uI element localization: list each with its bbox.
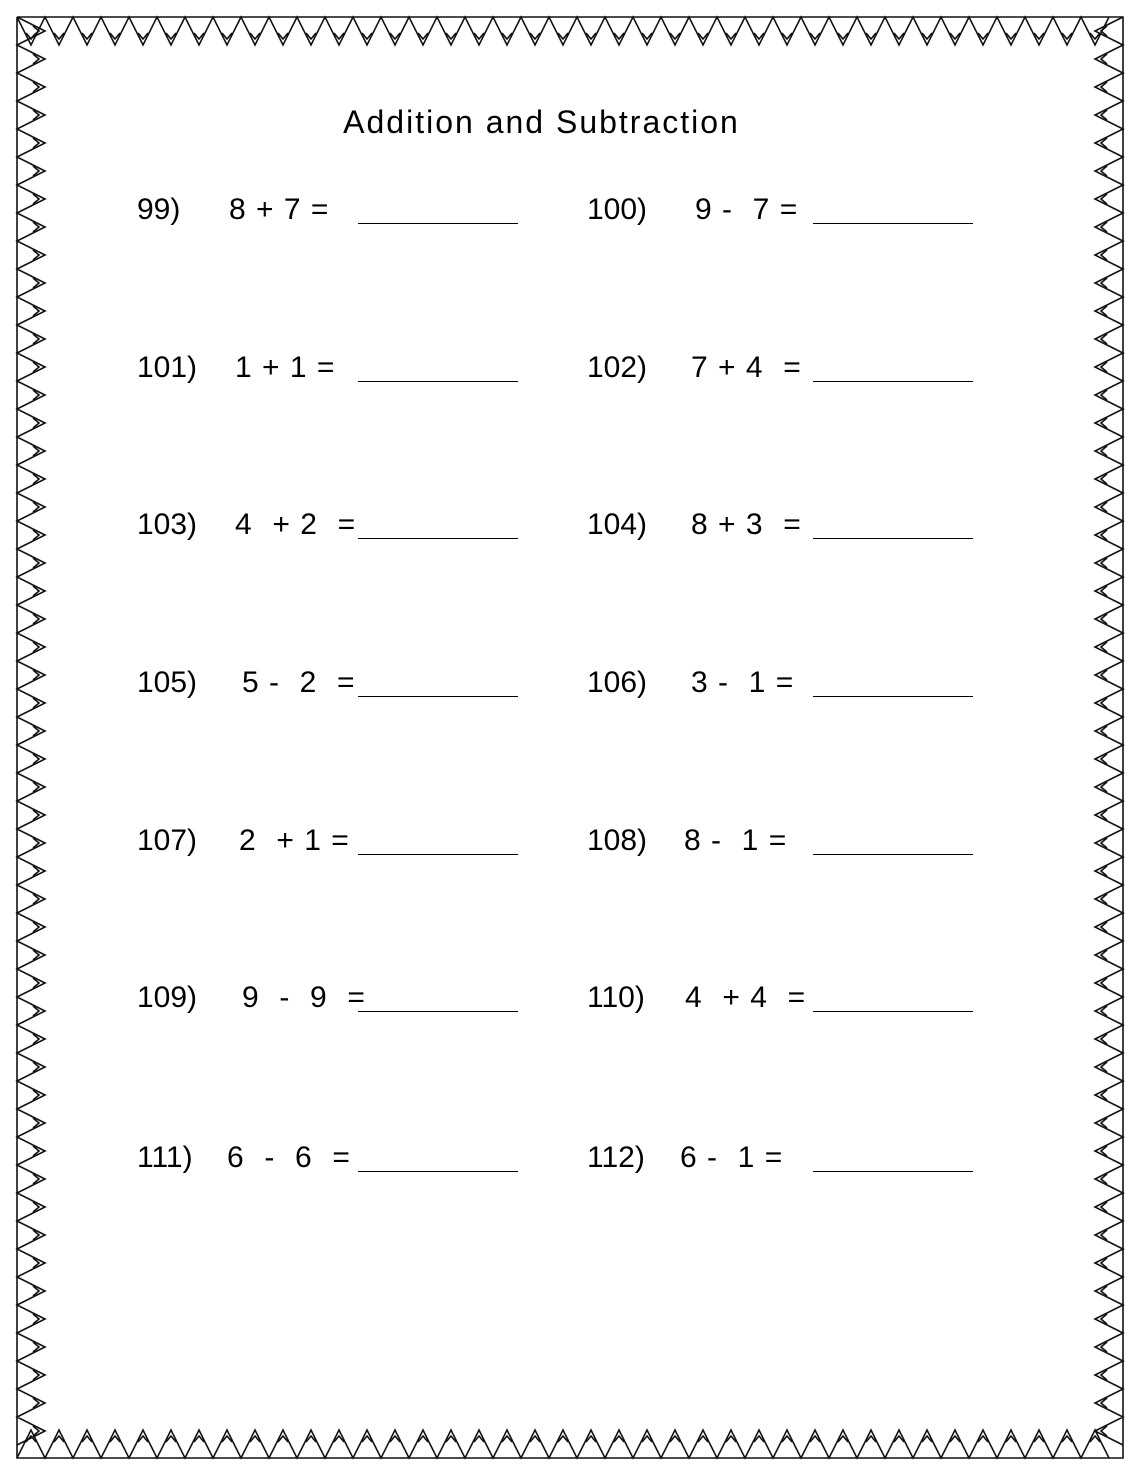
problem-number: 106)	[587, 666, 648, 699]
problem-expression: 9 - 7 =	[695, 193, 798, 226]
problem-expression: 6 - 1 =	[680, 1141, 783, 1174]
answer-blank[interactable]	[813, 1011, 973, 1012]
problem-expression: 8 + 3 =	[691, 508, 801, 541]
answer-blank[interactable]	[358, 696, 518, 697]
problem-expression: 2 + 1 =	[239, 824, 349, 857]
problem-expression: 9 - 9 =	[242, 981, 365, 1014]
problem-number: 111)	[137, 1141, 193, 1174]
answer-blank[interactable]	[813, 538, 973, 539]
answer-blank[interactable]	[813, 381, 973, 382]
problem-expression: 8 + 7 =	[229, 193, 329, 226]
problem-expression: 4 + 4 =	[685, 981, 806, 1014]
problem-expression: 8 - 1 =	[684, 824, 787, 857]
problem-number: 105)	[137, 666, 198, 699]
problem-number: 103)	[137, 508, 198, 541]
answer-blank[interactable]	[358, 223, 518, 224]
problem-expression: 7 + 4 =	[691, 351, 801, 384]
problem-expression: 1 + 1 =	[235, 351, 335, 384]
problem-number: 109)	[137, 981, 198, 1014]
problem-number: 99)	[137, 193, 181, 226]
answer-blank[interactable]	[813, 223, 973, 224]
answer-blank[interactable]	[358, 854, 518, 855]
answer-blank[interactable]	[813, 854, 973, 855]
answer-blank[interactable]	[358, 538, 518, 539]
problem-expression: 4 + 2 =	[235, 508, 356, 541]
answer-blank[interactable]	[358, 1011, 518, 1012]
answer-blank[interactable]	[358, 381, 518, 382]
problem-number: 107)	[137, 824, 198, 857]
problem-number: 100)	[587, 193, 648, 226]
problem-number: 112)	[587, 1141, 645, 1174]
problem-number: 108)	[587, 824, 648, 857]
problem-expression: 5 - 2 =	[242, 666, 355, 699]
answer-blank[interactable]	[813, 696, 973, 697]
problem-expression: 3 - 1 =	[691, 666, 794, 699]
problem-number: 102)	[587, 351, 648, 384]
problem-number: 101)	[137, 351, 198, 384]
worksheet-title: Addition and Subtraction	[343, 104, 740, 140]
problem-expression: 6 - 6 =	[227, 1141, 350, 1174]
answer-blank[interactable]	[813, 1171, 973, 1172]
problem-number: 104)	[587, 508, 648, 541]
problem-number: 110)	[587, 981, 645, 1014]
answer-blank[interactable]	[358, 1171, 518, 1172]
